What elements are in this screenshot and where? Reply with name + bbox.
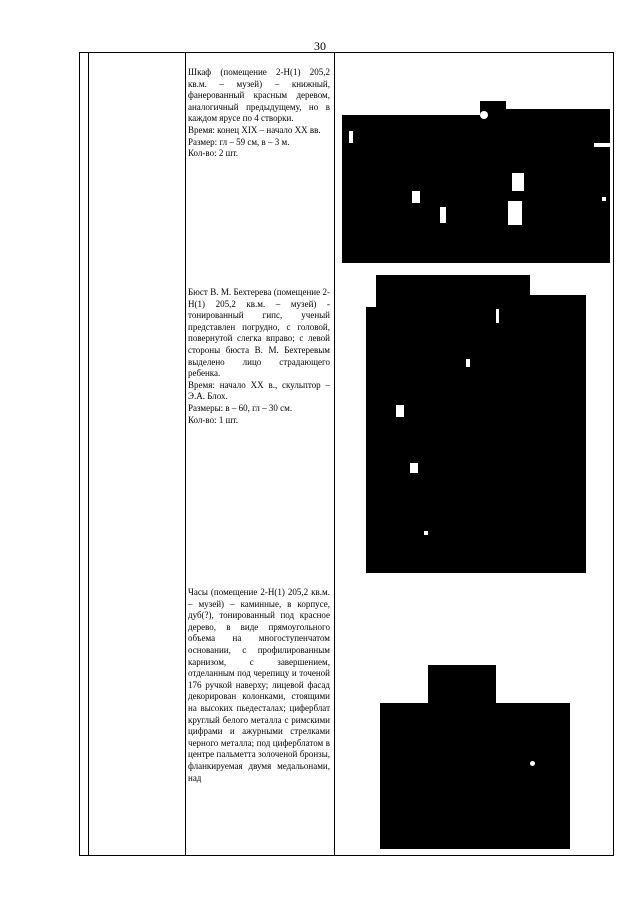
photo-highlight — [424, 531, 428, 535]
photo-highlight — [440, 207, 446, 223]
photo-highlight — [349, 131, 353, 143]
clock-photo — [380, 665, 570, 849]
bust-photo — [366, 269, 586, 573]
entry-bust-description: Бюст В. М. Бехтерева (помещение 2-Н(1) 205,2 кв.м. – музей) - тонированный гипс, ученый представлен погрудно, с головой, повернутой слегка вправо; с левой стороны бюста В. М. Бехтеревым выделено лицо страдающего ребенка. — [188, 287, 330, 379]
entry-cabinet-quantity: Кол-во: 2 шт. — [188, 148, 239, 159]
entry-bust-size: Размеры: в – 60, гл – 30 см. — [188, 402, 293, 413]
photo-highlight — [396, 405, 404, 417]
cabinet-photo — [342, 97, 610, 263]
photo-highlight — [410, 463, 418, 473]
inventory-table — [79, 52, 614, 856]
photo-highlight — [496, 309, 499, 323]
entry-cabinet-time: Время: конец XIX – начало XX вв. — [188, 124, 321, 135]
photo-highlight — [512, 173, 524, 191]
photo-highlight — [506, 97, 610, 109]
column-divider-1 — [88, 53, 89, 855]
photo-highlight — [480, 111, 488, 119]
page-number: 30 — [314, 39, 326, 53]
entry-clock-text — [188, 587, 330, 784]
entry-cabinet-text — [188, 67, 330, 160]
photo-highlight — [412, 191, 420, 203]
photo-highlight — [342, 97, 480, 115]
photo-highlight — [366, 269, 376, 307]
entry-cabinet-size: Размер: гл – 59 см, в – 3 м. — [188, 136, 290, 147]
entry-bust-time: Время: начало XX в., скульптор – Э.А. Блох. — [188, 379, 330, 402]
photo-highlight — [602, 197, 606, 201]
clock-top — [428, 665, 496, 705]
entry-clock-description: Часы (помещение 2-Н(1) 205,2 кв.м. – музей) – каминные, в корпусе, дуб(?), тонированный под красное дерево, в виде прямоугольного объема на многоступенчатом основании, с профилированным карнизом, с завершением, отделанным под черепицу и точеной 176 ручкой наверху; лицевой фасад декорирован колонками, стоящими на высоких пьедесталах; циферблат круглый белого металла с римскими цифрами и ажурными стрелками черного металла; под циферблатом в центре пальметта золоченой бронзы, фланкируемая двумя медальонами, над — [188, 587, 330, 783]
entry-bust-text — [188, 287, 330, 426]
photo-highlight — [508, 201, 522, 225]
photo-highlight — [466, 359, 470, 367]
column-divider-3 — [334, 53, 335, 855]
photo-highlight — [530, 269, 586, 295]
photo-highlight — [530, 761, 535, 766]
clock-body — [380, 703, 570, 849]
entry-bust-quantity: Кол-во: 1 шт. — [188, 414, 239, 425]
entry-cabinet-description: Шкаф (помещение 2-Н(1) 205,2 кв.м. – музей) – книжный, фанерованный красным деревом, аналогичный предыдущему, но в каждом ярусе по 4 створки. — [188, 67, 330, 124]
column-divider-2 — [185, 53, 186, 855]
photo-highlight — [594, 143, 610, 147]
